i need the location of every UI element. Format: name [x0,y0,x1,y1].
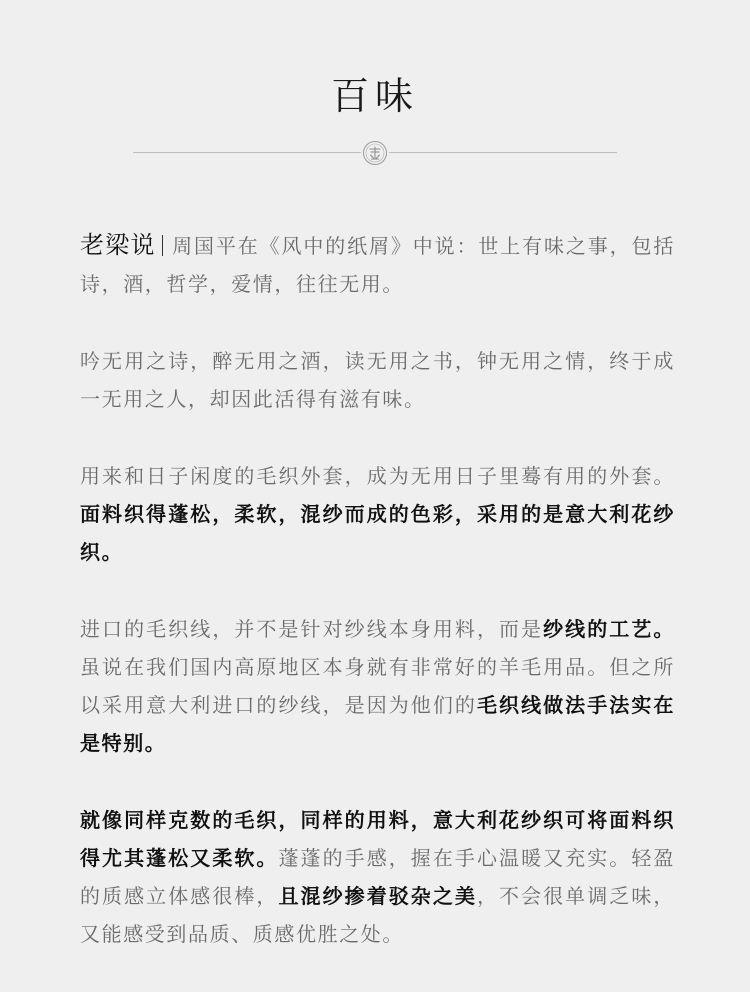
page-title: 百味 [330,74,419,118]
paragraph-4-text-2: 虽说在我们国内高原地区本身就有非常好的羊毛用品。但之所以采用意大利进口的纱线，是因为他们的 [80,655,675,717]
article-body [80,226,675,992]
paragraph-2-text: 吟无用之诗，醉无用之酒，读无用之书，钟无用之情，终于成一无用之人，却因此活得有滋有味。 [80,349,675,411]
paragraph-5-highlight-1: 就像同样克数的毛织，同样的用料，意大利花纱织可将面料织得尤其蓬松又柔软。 [80,808,675,870]
lead-separator [162,235,163,256]
seal-icon [362,140,388,166]
author-lead: 老梁说 [80,231,156,259]
intro-paragraph [80,226,675,303]
paragraph-4-highlight-1: 纱线的工艺。 [543,617,675,641]
paragraph-4 [80,610,675,762]
divider-line-left [133,152,361,153]
intro-text: 周国平在《风中的纸屑》中说：世上有味之事，包括诗，酒，哲学，爱情，往往无用。 [80,234,676,296]
paragraph-3-text: 用来和日子闲度的毛织外套，成为无用日子里蓦有用的外套。 [80,464,675,488]
paragraph-3 [80,457,675,571]
paragraph-5-highlight-2: 且混纱掺着驳杂之美 [278,884,477,908]
divider-line-right [389,152,617,153]
paragraph-4-text-1: 进口的毛织线，并不是针对纱线本身用料，而是 [80,617,544,641]
paragraph-3-highlight: 面料织得蓬松，柔软，混纱而成的色彩，采用的是意大利花纱织。 [80,502,675,564]
paragraph-5-text-2: ，不会很单调乏味，又能感受到品质、质感优胜之处。 [80,884,675,946]
paragraph-5-text-1: 蓬蓬的手感，握在手心温暖又充实。轻盈的质感立体感很棒， [80,846,675,908]
paragraph-2 [80,342,675,418]
title-divider [133,140,617,166]
paragraph-5 [80,801,675,953]
paragraph-4-highlight-2: 毛织线做法手法实在是特别。 [80,693,675,755]
